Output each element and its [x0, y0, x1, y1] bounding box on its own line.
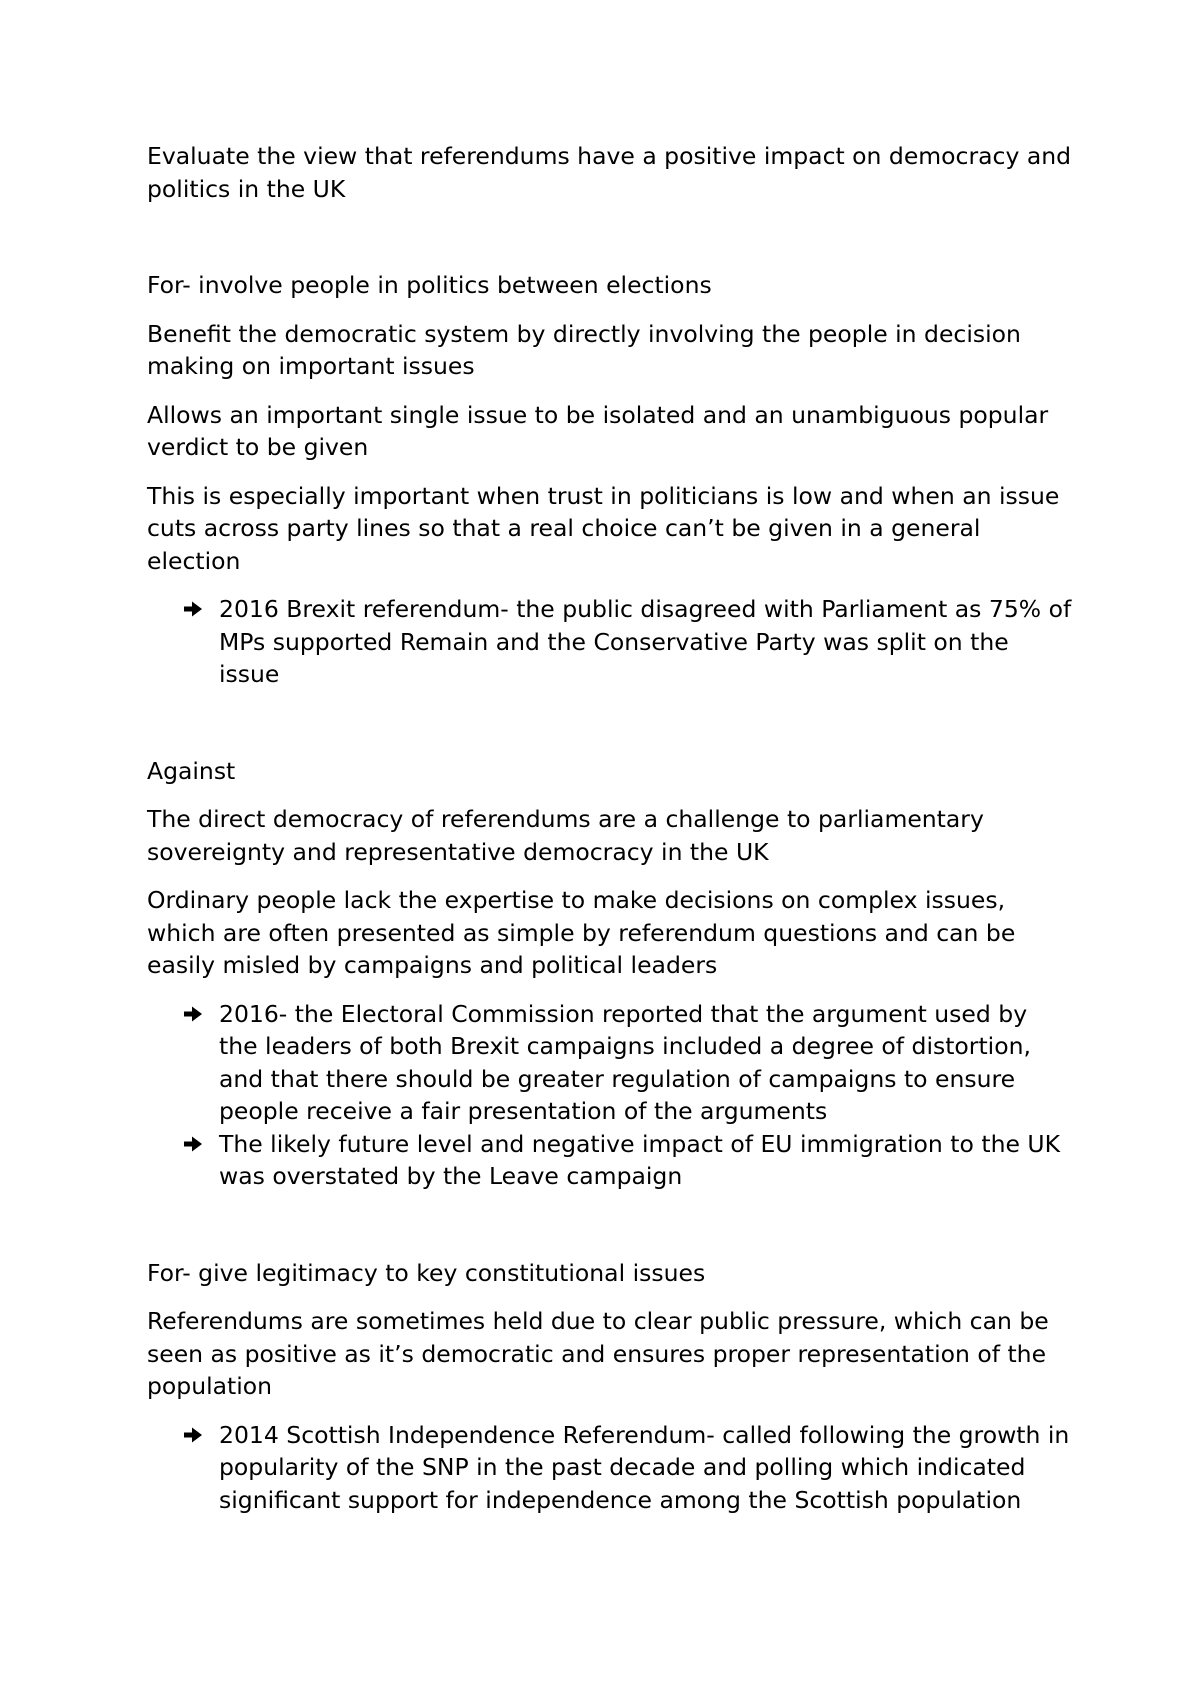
document-page — [147, 140, 1072, 1516]
section-spacer — [147, 691, 1072, 755]
section-heading: For- give legitimacy to key constitutional issues — [147, 1258, 706, 1287]
section-against — [147, 755, 1072, 1193]
paragraph: The direct democracy of referendums are a challenge to parliamentary sovereignty and representative democracy in the UK — [147, 805, 984, 866]
bullet-text: 2016- the Electoral Commission reported that the argument used by the leaders of both Brexit campaigns included a degree of distortion, and that there should be greater regulation of campaigns to ensure people receive a fair presentation of the arguments — [219, 999, 1031, 1125]
arrow-right-icon — [183, 600, 203, 618]
bullet-item — [147, 593, 1072, 691]
essay-question: Evaluate the view that referendums have a positive impact on democracy and politics in the UK — [147, 142, 1072, 203]
arrow-right-icon — [183, 1426, 203, 1444]
section-heading: For- involve people in politics between elections — [147, 271, 712, 299]
bullet-text: The likely future level and negative impact of EU immigration to the UK was overstated by the Leave campaign — [219, 1129, 1060, 1190]
section-for-involve-people — [147, 269, 1072, 691]
paragraph: Referendums are sometimes held due to clear public pressure, which can be seen as positive as it’s democratic and ensures proper representation of the population — [147, 1307, 1049, 1400]
section-for-legitimacy — [147, 1257, 1072, 1517]
paragraph: Allows an important single issue to be isolated and an unambiguous popular verdict to be given — [147, 400, 1049, 461]
bullet-list — [147, 1419, 1072, 1517]
bullet-list — [147, 593, 1072, 691]
section-heading: Against — [147, 756, 236, 785]
bullet-text: 2016 Brexit referendum- the public disagreed with Parliament as 75% of MPs supported Remain and the Conservative Party was split on the issue — [219, 595, 1072, 688]
bullet-text: 2014 Scottish Independence Referendum- called following the growth in popularity of the SNP in the past decade and polling which indicated significant support for independence among the Scottish population — [219, 1420, 1070, 1514]
paragraph: Benefit the democratic system by directly involving the people in decision making on important issues — [147, 319, 1021, 380]
arrow-right-icon — [183, 1005, 203, 1023]
section-spacer — [147, 1193, 1072, 1257]
paragraph: This is especially important when trust in politicians is low and when an issue cuts across party lines so that a real choice can’t be given in a general election — [147, 481, 1060, 575]
paragraph: Ordinary people lack the expertise to make decisions on complex issues, which are often presented as simple by referendum questions and can be easily misled by campaigns and political leaders — [147, 886, 1016, 979]
bullet-list — [147, 998, 1072, 1193]
bullet-item — [147, 1128, 1072, 1193]
bullet-item — [147, 998, 1072, 1128]
arrow-right-icon — [183, 1135, 203, 1153]
bullet-item — [147, 1419, 1072, 1517]
